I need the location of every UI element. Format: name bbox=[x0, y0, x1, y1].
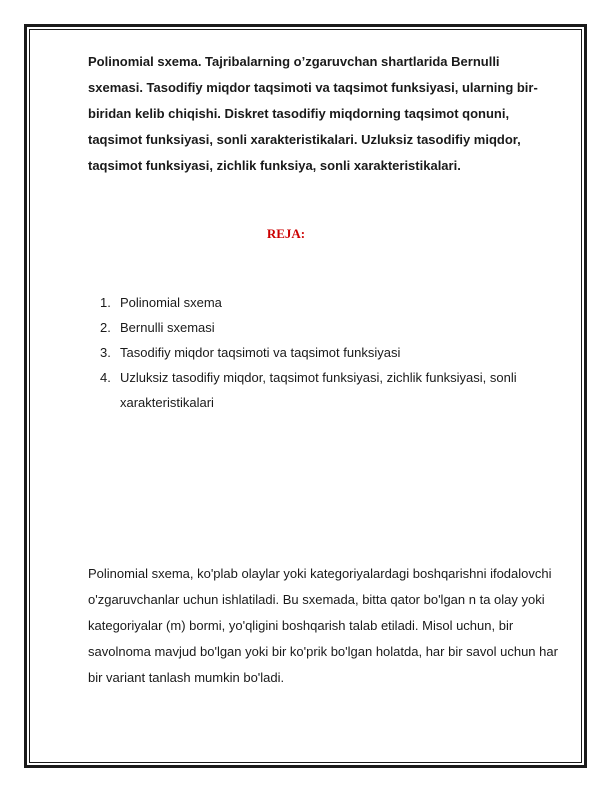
plan-item-number: 4. bbox=[100, 370, 111, 385]
plan-item bbox=[100, 340, 540, 365]
plan-item bbox=[100, 315, 540, 340]
plan-item-text: Tasodifiy miqdor taqsimoti va taqsimot funksiyasi bbox=[120, 345, 401, 360]
body-paragraph: Polinomial sxema, ko'plab olaylar yoki kategoriyalardagi boshqarishni ifodalovchi o'zgaruvchanlar uchun ishlatiladi. Bu sxemada, bitta qator bo'lgan n ta olay yoki kategoriyalar (m) bormi, yo'qligini boshqarish talab etiladi. Misol uchun, bir savolnoma mavjud bo'lgan yoki bir ko'prik bo'lgan holatda, har bir savol uchun har bir variant tanlash mumkin bo'ladi. bbox=[88, 566, 558, 685]
plan-heading: REJA: bbox=[266, 226, 306, 241]
plan-item-text: Bernulli sxemasi bbox=[120, 320, 215, 335]
plan-item-number: 1. bbox=[100, 295, 111, 310]
document-title: Polinomial sxema. Tajribalarning o’zgaruvchan shartlarida Bernulli sxemasi. Tasodifiy miqdor taqsimoti va taqsimot funksiyasi, ularning bir-biridan kelib chiqishi. Diskret tasodifiy miqdorning taqsimot qonuni, taqsimot funksiyasi, sonli xarakteristikalari. Uzluksiz tasodifiy miqdor, taqsimot funksiyasi, zichlik funksiya, sonli xarakteristikalari. bbox=[88, 54, 538, 173]
plan-item-text: Polinomial sxema bbox=[120, 295, 222, 310]
plan-list bbox=[100, 290, 540, 415]
plan-item-text: Uzluksiz tasodifiy miqdor, taqsimot funksiyasi, zichlik funksiyasi, sonli xarakteristikalari bbox=[120, 370, 517, 410]
plan-item bbox=[100, 365, 540, 415]
plan-item-number: 3. bbox=[100, 345, 111, 360]
plan-item bbox=[100, 290, 540, 315]
plan-item-number: 2. bbox=[100, 320, 111, 335]
